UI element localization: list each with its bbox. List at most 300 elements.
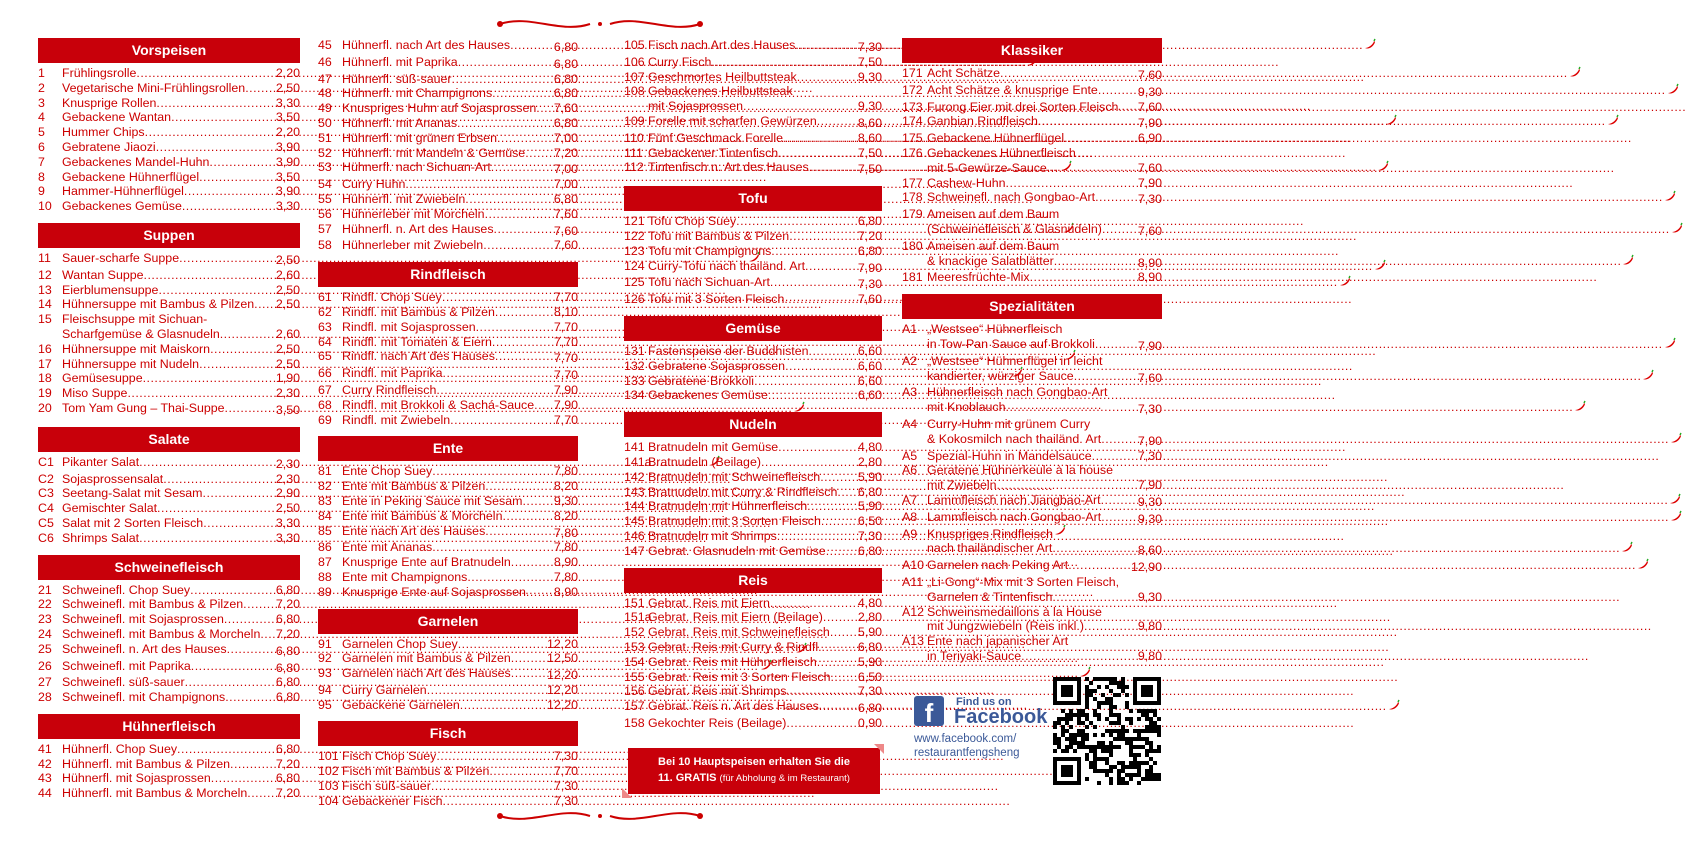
menu-item [318,116,578,131]
item-name [62,125,275,140]
item-number: 47 [318,71,332,86]
item-name-line: Tofu nach Sichuan-Art [648,275,770,290]
promo-banner-text [632,754,876,787]
menu-item [624,470,882,485]
section-header: Hühnerfleisch [38,714,300,739]
menu-item [902,605,1162,635]
item-name-line: Gebackenes Gemüse [648,388,768,403]
item-price: 6,80 [275,582,300,597]
item-name-line: Gebrat. Reis mit 3 Sorten Fleisch [648,669,831,684]
leader-dots [1006,176,1574,191]
item-price: 7,90 [553,382,578,397]
item-price: 6,80 [553,191,578,206]
item-price: 8,60 [857,130,882,145]
item-name [342,570,553,585]
item-price: 6,80 [857,701,882,716]
menu-item [38,96,300,111]
item-name [342,349,553,366]
item-name-line: Fünf Geschmack Forelle [648,130,783,145]
leader-dots [1092,449,1660,464]
item-number: 152 [624,625,645,640]
item-name-line: Curry Garnelen [342,682,427,697]
menu-item [624,374,882,389]
item-price: 2,60 [275,267,300,282]
menu-item [902,354,1162,386]
item-price: 7,70 [553,334,578,349]
item-name-line: Hühnerfl. mit Bambus & Pilzen [62,756,231,771]
item-name-line: Gekochter Reis (Beilage) [648,715,787,730]
item-price: 6,80 [275,675,300,690]
item-number: A13 [902,634,925,649]
item-price: 8,90 [553,555,578,570]
item-name [342,366,553,383]
menu-item [38,371,300,386]
menu-item [38,110,300,125]
item-name-line: Rindfl. Chop Suey [342,290,442,305]
item-number: 7 [38,154,45,169]
item-name [927,83,1137,100]
item-number: A11 [902,574,924,589]
item-price: 8,20 [553,479,578,494]
menu-item [38,786,300,801]
item-name-line: Salat mit 2 Sorten Fleisch [62,515,204,530]
item-name-line: Hühnerfl. süß-sauer [342,71,452,86]
menu-item [624,114,882,131]
item-number: 5 [38,125,45,140]
item-name-line: & knackige Salatblätter [927,253,1054,268]
item-price: 9,80 [1137,648,1162,663]
menu-item [38,531,300,546]
item-price: 2,30 [275,386,300,401]
item-name-line: Hühnerfl. nach Sichuan-Art [342,160,491,175]
item-name-line: Gebackener Fisch [342,793,443,808]
menu-item [624,610,882,625]
item-number: 12 [38,267,52,282]
item-name [62,297,275,312]
item-name-line: Curry-Huhn mit grünem Curry [927,416,1091,431]
menu-item [318,794,578,809]
item-name-line: Gebackenes Heilbuttsteak [648,84,793,99]
item-price: 6,80 [553,56,578,71]
item-name [648,485,857,500]
item-number: 48 [318,86,332,101]
item-price: 3,50 [275,402,300,417]
item-name-line: Gebrat. Glasnudeln mit Gemüse [648,543,826,558]
item-name [62,771,275,786]
item-name-line: Hühnerfl. mit Ananas [342,115,458,130]
item-price: 7,30 [553,793,578,808]
item-price: 2,50 [275,501,300,516]
menu-item [38,199,300,214]
item-number: C3 [38,486,54,501]
leader-dots [1038,114,1606,131]
item-name-line: mit Jungzwiebeln (Reis inkl.) [927,619,1085,634]
item-name-line: Ameisen auf dem Baum [927,238,1060,253]
menu-item [624,684,882,699]
item-price: 7,90 [1137,338,1162,353]
menu-item [624,544,882,559]
item-number: A4 [902,416,918,431]
item-name-line: Cashew-Huhn [927,175,1006,190]
item-number: 15 [38,312,52,327]
item-price: 4,80 [857,440,882,455]
item-price: 8,60 [1137,543,1162,558]
item-price: 12,50 [546,651,578,666]
item-number: 43 [38,771,52,786]
menu-item [38,140,300,155]
item-price: 7,80 [553,464,578,479]
menu-item [38,401,300,418]
item-name-line: Hühnerleber mit Morcheln [342,206,485,221]
chili-pepper-icon [1364,38,1376,55]
item-number: 143 [624,484,645,499]
chili-pepper-icon [1607,114,1619,131]
item-name [342,86,553,101]
item-name [62,642,275,659]
item-name-line: mit Zwiebeln [927,478,997,493]
item-name-line: Gebackene Hühnerflügel [927,131,1065,146]
item-name-line: Hühnerfl. mit grünen Erbsen [342,130,497,145]
item-name [927,146,1137,176]
item-name [342,192,553,207]
item-name [648,359,857,374]
item-name-line: Gemüsesuppe [62,371,143,386]
item-name [342,585,553,600]
leader-dots [1006,400,1574,417]
item-name-line: mit 5-Gewürze-Sauce [927,160,1047,175]
item-number: 81 [318,464,332,479]
item-price: 9,30 [1137,84,1162,99]
item-name [342,222,553,239]
item-name-line: Bratnudeln mit Hühnerfleisch [648,499,808,514]
section-header: Rindfleisch [318,262,578,287]
item-number: 92 [318,651,332,666]
qr-code-icon[interactable] [1053,677,1161,785]
item-name [62,583,275,598]
item-name-line: Ente mit Bambus & Pilzen [342,479,486,494]
section-header: Klassiker [902,38,1162,63]
item-name [62,501,275,516]
menu-item [38,516,300,531]
item-price: 7,50 [857,54,882,69]
item-number: 181 [902,270,923,285]
item-name [648,470,857,485]
menu-column-2 [318,38,578,818]
item-number: 69 [318,412,332,427]
item-price: 8,10 [553,304,578,319]
menu-item [318,570,578,585]
menu-item [902,146,1162,176]
item-name [342,238,553,253]
section-header: Ente [318,436,578,461]
menu-section [902,38,1162,285]
item-number: A9 [902,526,918,541]
item-price: 7,30 [553,779,578,794]
item-name [648,640,857,655]
menu-item [38,771,300,786]
item-name-line: Schweinefl. mit Bambus & Morcheln [62,626,261,641]
menu-item [902,417,1162,449]
item-price: 7,90 [553,397,578,412]
item-name-line: Furong Eier mit drei Sorten Fleisch [927,99,1119,114]
item-name-line: Hühnerfl. mit Mandeln & Gemüse [342,145,526,160]
item-number: 4 [38,110,45,125]
item-price: 7,80 [553,569,578,584]
item-number: 84 [318,508,332,523]
item-price: 3,30 [275,515,300,530]
item-number: A10 [902,558,925,573]
item-name [648,38,857,55]
menu-section [624,568,882,731]
item-price: 8,60 [857,115,882,130]
menu-item [38,283,300,298]
item-number: 50 [318,115,332,130]
item-name [648,84,857,114]
item-number: 123 [624,243,645,258]
item-name [62,110,275,125]
menu-item [624,229,882,244]
item-price: 6,60 [857,388,882,403]
menu-item [318,320,578,335]
item-name [62,371,275,386]
item-name-line: mit Sojasprossen [648,99,744,114]
facebook-url[interactable] [914,732,1020,760]
menu-item [902,634,1162,664]
section-header: Gemüse [624,316,882,341]
item-price: 6,60 [857,343,882,358]
menu-item [902,270,1162,285]
item-name [342,555,553,570]
item-name [927,527,1137,559]
item-name-line: Gebratene Jiaozi [62,139,156,154]
item-number: 91 [318,636,332,651]
item-number: 155 [624,669,645,684]
item-name [648,344,857,359]
menu-item [318,540,578,555]
item-name [62,140,275,155]
promo-note: (für Abholung & im Restaurant) [719,773,850,784]
item-price: 8,90 [553,584,578,599]
menu-item [318,651,578,666]
menu-item [318,86,578,101]
menu-item [38,386,300,401]
item-name-line: Hühnerfl. nach Art des Hauses [342,38,511,52]
item-number: 45 [318,38,332,52]
item-name [648,214,857,229]
item-number: 101 [318,749,339,764]
item-name-line: Hühnersuppe mit Bambus & Pilzen [62,297,255,312]
menu-item [624,146,882,161]
item-price: 6,80 [857,243,882,258]
item-price: 7,20 [275,786,300,801]
menu-item [902,100,1162,115]
menu-item [38,184,300,199]
item-number: 121 [624,214,645,229]
item-name [648,388,857,403]
item-name [342,794,553,809]
item-number: 109 [624,113,645,128]
item-number: 131 [624,343,645,358]
item-name-line: Tom Yam Gung – Thai-Suppe [62,400,225,415]
promo-line-2 [632,770,876,787]
item-name-line: Tofu mit Champignons [648,243,772,258]
item-price: 6,80 [275,643,300,658]
item-name [648,596,857,611]
item-name [62,690,275,705]
chili-pepper-icon [1669,493,1681,510]
item-price: 2,50 [275,80,300,95]
item-name-line: Hummer Chips [62,125,145,140]
item-price: 6,80 [857,543,882,558]
item-number: 85 [318,523,332,538]
item-number: 53 [318,160,332,175]
item-number: 65 [318,349,332,364]
item-name-line: Curry Fisch [648,54,712,69]
chili-pepper-icon [1664,337,1676,354]
item-price: 7,80 [553,540,578,555]
menu-item [318,398,578,413]
item-name [648,146,857,161]
item-name [648,716,857,731]
item-name [62,199,275,214]
item-name [342,177,553,192]
chili-pepper-icon [1574,400,1586,417]
item-name-line: Gebackenes Hühnerfleisch [927,145,1076,160]
item-name [342,413,553,428]
item-name-line: Ente nach japanischer Art [927,634,1069,649]
item-price: 7,60 [1137,68,1162,82]
item-number: 51 [318,130,332,145]
item-name [62,486,275,501]
menu-section [624,186,882,307]
item-name [927,190,1137,207]
item-name-line: Bratnudeln mit Gemüse [648,440,779,455]
item-price: 9,80 [1137,619,1162,634]
item-price: 8,90 [1137,255,1162,270]
item-number: 11 [38,250,51,265]
item-name [62,516,275,531]
item-name [62,268,275,283]
section-header: Reis [624,568,882,593]
item-price: 4,80 [857,595,882,610]
item-name [342,764,553,779]
item-number: 16 [38,341,52,356]
item-name-line: Fastenspeise der Buddhisten [648,343,809,358]
menu-item [38,742,300,757]
item-price: 7,60 [1137,370,1162,385]
item-price: 5,90 [857,499,882,514]
item-number: 66 [318,366,332,381]
item-number: 151 [624,595,645,610]
item-name-line: Hühnerfl. n. Art des Hauses [342,221,494,236]
item-number: 8 [38,169,45,184]
item-name-line: Tofu Chop Suey [648,214,737,229]
facebook-url-line-1: www.facebook.com/ [914,733,1017,745]
item-name [648,544,857,559]
item-number: 122 [624,228,645,243]
item-price: 7,90 [1137,116,1162,131]
item-price: 3,30 [275,199,300,214]
item-price: 3,90 [275,154,300,169]
leader-dots [1021,649,1589,664]
item-name [62,742,275,757]
menu-item [318,666,578,683]
leader-dots [1095,337,1663,354]
section-header: Schweinefleisch [38,555,300,580]
item-name-line: Acht Schätze [927,66,1001,80]
item-name [62,342,275,357]
item-price: 6,80 [275,741,300,756]
leader-dots [1098,83,1666,100]
item-price: 7,20 [275,626,300,641]
menu-item [902,527,1162,559]
item-name [927,354,1137,386]
item-number: 67 [318,382,332,397]
item-name-line: Miso Suppe [62,386,128,401]
section-header: Spezialitäten [902,294,1162,319]
item-name-line: Gebrat. Reis mit Schweinefleisch [648,625,830,640]
item-number: A2 [902,353,918,368]
item-name-line: Hühnersuppe mit Nudeln [62,356,200,371]
item-price: 7,30 [1137,448,1162,463]
menu-item [624,596,882,611]
item-price: 5,90 [857,625,882,640]
item-number: 88 [318,569,332,584]
chili-pepper-icon [1622,254,1634,271]
item-price: 7,30 [857,40,882,54]
item-name [927,176,1137,191]
item-name-line: Geschmortes Heilbuttsteak [648,69,797,84]
item-name-line: Ente mit Ananas [342,540,433,555]
item-price: 6,50 [857,514,882,529]
item-name-line: Gebratene Sojasprossen [648,358,786,373]
item-price: 12,20 [546,682,578,697]
item-number: 21 [38,582,52,597]
item-price: 7,20 [553,145,578,160]
item-number: 42 [38,756,52,771]
item-name-line: Curry Huhn [342,177,406,192]
item-price: 7,30 [1137,192,1162,207]
item-price: 2,50 [275,297,300,312]
item-name-line: Curry Rindfleisch [342,382,437,397]
menu-item [38,583,300,598]
menu-item [318,349,578,366]
item-number: 57 [318,221,332,236]
menu-column-4 [902,38,1162,673]
item-number: 93 [318,666,332,681]
item-name-line: „Westsee“ Hühnerflügel in leicht [927,353,1103,368]
menu-item [38,170,300,185]
item-number: 179 [902,207,923,222]
item-name [342,683,546,698]
item-name-line: mit Knoblauch [927,400,1006,415]
item-price: 2,80 [857,610,882,625]
item-name [62,659,275,676]
item-number: 157 [624,699,645,714]
item-number: A3 [902,385,918,400]
menu-item [318,101,578,116]
item-name [342,779,553,794]
menu-item [624,344,882,359]
item-name-line: Hühnerfl. mit Bambus & Morcheln [62,786,248,801]
item-name-line: Bratnudeln (Beilage) [648,454,761,469]
menu-item [624,699,882,716]
item-name [927,449,1137,464]
item-number: C2 [38,471,54,486]
item-name [927,270,1137,285]
section-header: Nudeln [624,412,882,437]
item-name [62,66,275,81]
